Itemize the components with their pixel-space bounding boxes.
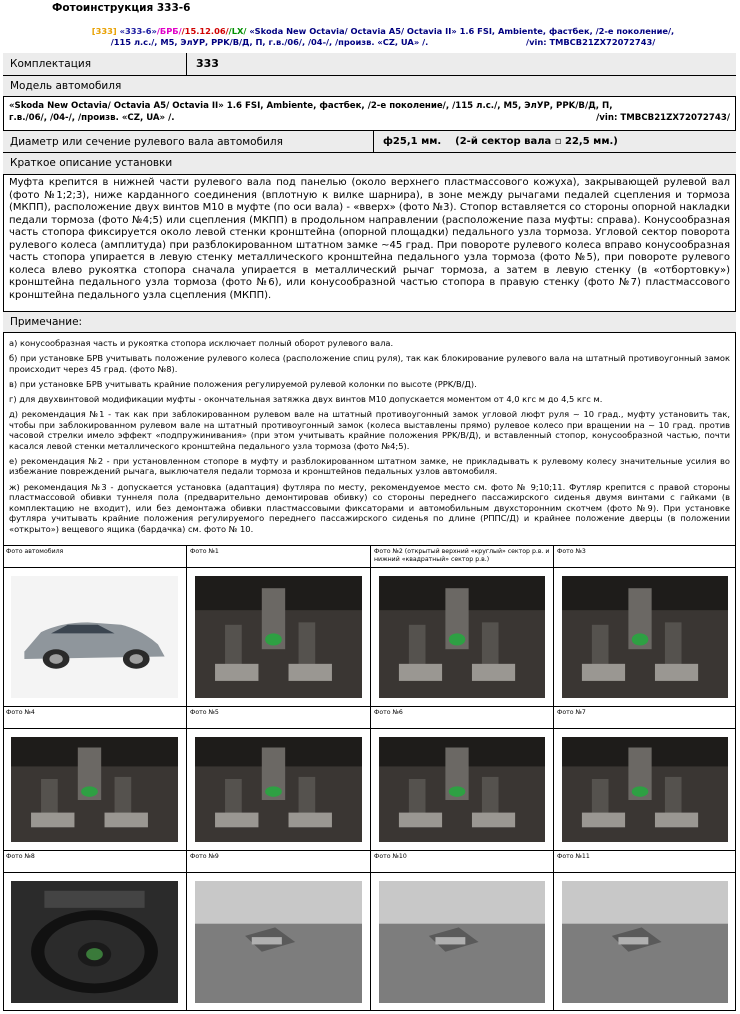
header-brv: /БРБ/ xyxy=(156,26,182,36)
note-b: б) при установке БРВ учитывать положение рулевого колеса (расположение спиц руля), так как блокирование рулевого вала на штатный противоугонный замок происходит через 45 град. (фото №8). xyxy=(9,353,730,374)
photo-cell xyxy=(186,850,370,1011)
kit-label: Комплектация xyxy=(10,58,92,70)
pedals-photo xyxy=(379,737,545,842)
short-desc-label-row xyxy=(3,152,736,174)
document-title: Фотоинструкция 333-6 xyxy=(52,2,191,14)
photo-cell xyxy=(370,850,553,1011)
pedals-photo xyxy=(11,737,178,842)
caption-divider xyxy=(371,872,553,873)
caption-divider xyxy=(371,728,553,729)
photo-caption: Фото автомобиля xyxy=(6,548,64,555)
model-value-vin: /vin: TMBCB21ZX72072743/ xyxy=(596,112,730,123)
kit-row xyxy=(3,53,736,75)
pedals-photo xyxy=(195,737,362,842)
case-photo xyxy=(379,881,545,1003)
photo-caption: Фото №7 xyxy=(557,709,586,716)
caption-divider xyxy=(187,728,370,729)
photo-caption: Фото №10 xyxy=(374,853,407,860)
case-photo xyxy=(195,881,362,1003)
caption-divider xyxy=(371,567,553,568)
header-code: [333] xyxy=(91,26,117,36)
note-e: д) рекомендация №1 - так как при заблокированном рулевом вале на штатный противоугонный замок угловой люфт руля ~ 10 град., муфту установить так, чтобы при заблокированном рулевом вале на штатный противоугонный замок (колеса выставлены прямо) рулевое колесо при вращении на ~ 10 град. против часовой стрелки имело эффект «подпружинивания» (при этом учитывать крайние положения PPK/В/Д), и вставленный стопор, конусообразной частью, почти касался левой стенки металлического кронштейна педального узла тормоза (фото №4;5). xyxy=(9,408,730,451)
model-value-row xyxy=(3,96,736,130)
pedals-photo xyxy=(562,737,728,842)
short-desc-label: Краткое описание установки xyxy=(10,157,173,169)
header-lx: /LX/ xyxy=(228,26,247,36)
photo-cell xyxy=(370,706,553,850)
caption-divider xyxy=(3,567,186,568)
kit-value: 333 xyxy=(196,57,219,70)
pedals-photo xyxy=(562,576,728,698)
model-label: Модель автомобиля xyxy=(10,80,122,92)
photo-cell xyxy=(553,706,736,850)
caption-divider xyxy=(187,872,370,873)
photo-cell xyxy=(186,545,370,706)
photo-cell xyxy=(553,850,736,1011)
note-g: ж) рекомендация №3 - допускается установка (адаптация) футляра по месту, рекомендуемое место см. фото № 9;10;11. Футляр крепится с правой стороны пластмассовой обивки туннеля пола (предварительно демонтировав обивку) со стороны переднего пассажирского сиденья двумя винтами с гайками (в комплектацию не входит), или без демонтажа обивки пластмассовыми фиксаторами и автомобильным двухсторонним скотчем (фото №9). При установке футляра учитывать крайние положения регулируемого переднего пассажирского сиденья по длине (РППС/Д) и крайнее положение дверцы (в положении «открыто») вещевого ящика (бардачка) см. фото № 10. xyxy=(9,481,730,534)
short-desc-row xyxy=(3,174,736,311)
header-vin: /vin: TMBCB21ZX72072743/ xyxy=(526,37,656,47)
photo-cell xyxy=(3,850,186,1011)
caption-divider xyxy=(3,728,186,729)
header-model-line1: «Skoda New Octavia/ Octavia A5/ Octavia II» 1.6 FSI, Ambiente, фастбек, /2-е поколение/, xyxy=(249,26,675,36)
car-photo xyxy=(11,576,178,698)
header-date: /15.12.06/ xyxy=(181,26,229,36)
caption-divider xyxy=(187,567,370,568)
note-a: а) конусообразная часть и рукоятка стопора исключает полный оборот рулевого вала. xyxy=(9,338,394,348)
caption-divider xyxy=(554,567,736,568)
pedals-photo xyxy=(195,576,362,698)
note-c: в) при установке БРВ учитывать крайние положения регулируемой рулевой колонки по высоте (PPK/В/Д). xyxy=(9,378,477,389)
caption-divider xyxy=(554,872,736,873)
notes-label-row xyxy=(3,311,736,332)
photo-caption: Фото №2 (открытый верхний «круглый» сектор р.в. и нижний «квадратный» сектор р.в.) xyxy=(374,548,550,563)
photo-caption: Фото №8 xyxy=(6,853,35,860)
note-d: г) для двухвинтовой модификации муфты - окончательная затяжка двух винтов М10 допускается моментом от 4,0 кгс м до 4,5 кгс м. xyxy=(9,393,603,404)
steering-wheel-photo xyxy=(11,881,178,1003)
notes-label: Примечание: xyxy=(10,316,83,328)
photo-caption: Фото №5 xyxy=(190,709,219,716)
photo-cell xyxy=(553,545,736,706)
notes-list xyxy=(3,338,736,535)
note-f: е) рекомендация №2 - при установленном стопоре в муфту и разблокированном штатном замке, не прикладывать к рулевому колесу значительные усилия во избежание повреждений рычага, выключателя педали тормоза и кронштейнов педальных узлов автомобиля. xyxy=(9,455,730,477)
photo-caption: Фото №6 xyxy=(374,709,403,716)
photo-caption: Фото №4 xyxy=(6,709,35,716)
case-photo xyxy=(562,881,728,1003)
model-value-line2: г.в./06/, /04-/, /произв. «CZ, UA» /. xyxy=(9,112,175,123)
photo-cell xyxy=(3,545,186,706)
short-desc-text: Муфта крепится в нижней части рулевого вала под панелью (около верхнего пластмассового кожуха), закрывающей рулевой вал (фото №1;2;3), ниже карданного соединения (вплотную к вилке шарнира), в зоне между рычагами педалей сцепления и тормоза (МКПП), расположение двух винтов М10 в муфте (по оси вала) - «вверх» (фото №3). Стопор вставляется со стороны опорной накладки педали тормоза (фото №4;5) или сцепления (МКПП) в продольном направлении (расположение паза муфты: справа). Конусообразная часть стопора фиксируется около левой стенки кронштейна (опорной площадки) педального узла тормоза. Угловой сектор поворота рулевого колеса (амплитуда) при разблокированном штатном замке ~45 град. При повороте рулевого колеса вправо конусообразная часть стопора упирается в левую стенку металлического кронштейна педального узла тормоза (фото №5), при повороте рулевого колеса влево рукоятка стопора сначала упирается в металлический рычаг тормоза, а затем в левую стенку (в «отбортовку») кронштейна педального узла тормоза (фото №6), или конусообразной частью стопора в правую стенку (фото №7) пластмассового кронштейна педального узла сцепления (МКПП). xyxy=(9,177,730,301)
pedals-photo xyxy=(379,576,545,698)
photo-grid xyxy=(3,545,736,1011)
diameter-value: ф25,1 мм. (2-й сектор вала ▫ 22,5 мм.) xyxy=(383,136,618,147)
model-value-line1: «Skoda New Octavia/ Octavia A5/ Octavia II» 1.6 FSI, Ambiente, фастбек, /2-е поколение/, /115 л.с./, M5, ЭлУР, PPK/В/Д, П, xyxy=(9,101,613,111)
photo-cell xyxy=(3,706,186,850)
photo-caption: Фото №9 xyxy=(190,853,219,860)
caption-divider xyxy=(3,872,186,873)
header-variant: «333-6» xyxy=(119,26,157,36)
diameter-row xyxy=(3,130,736,152)
diameter-label: Диаметр или сечение рулевого вала автомобиля xyxy=(10,136,283,148)
photo-caption: Фото №3 xyxy=(557,548,586,555)
photo-caption: Фото №11 xyxy=(557,853,590,860)
notes-row xyxy=(3,332,736,545)
photo-cell xyxy=(186,706,370,850)
photo-cell xyxy=(370,545,553,706)
document-header xyxy=(68,26,698,48)
caption-divider xyxy=(554,728,736,729)
model-label-row xyxy=(3,75,736,96)
header-model-line2: /115 л.с./, M5, ЭлУР, PPK/В/Д, П, г.в./06/, /04-/, /произв. «CZ, UA» /. xyxy=(110,37,429,47)
photo-caption: Фото №1 xyxy=(190,548,219,555)
